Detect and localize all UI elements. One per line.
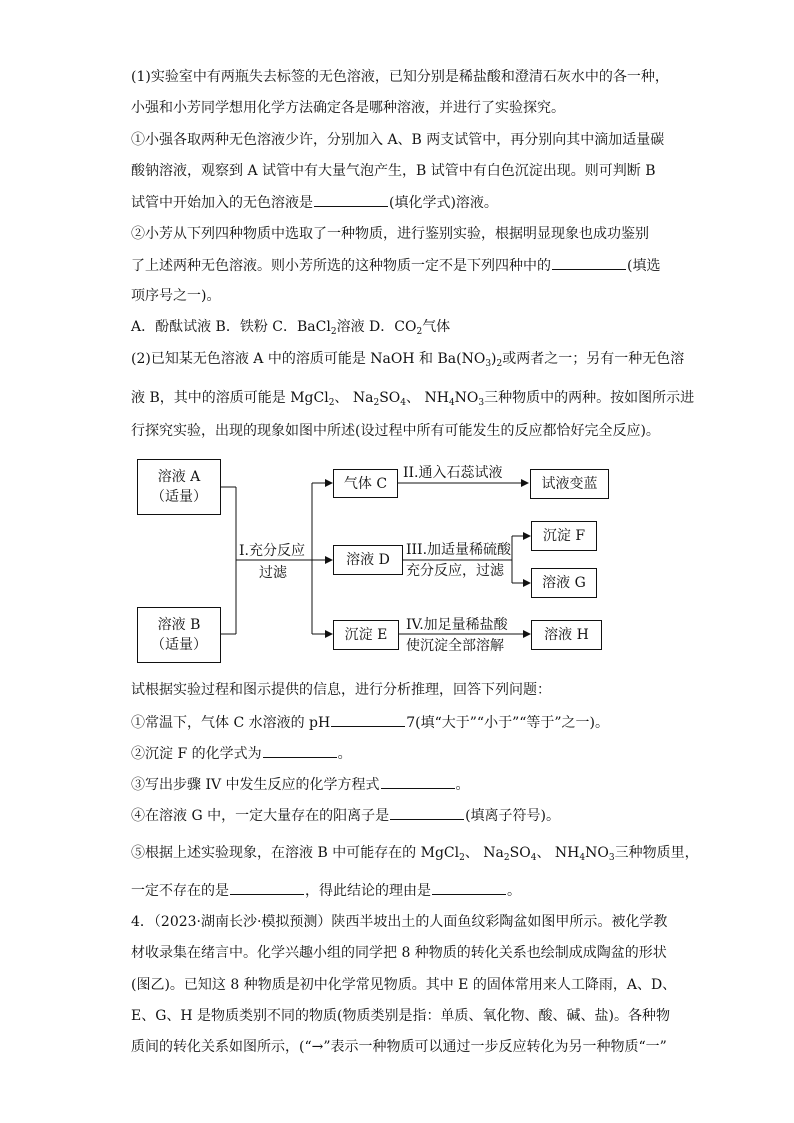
solution-b-box: 溶液 B （适量）	[137, 607, 221, 663]
step3-label-2: 充分反应，过滤	[406, 563, 504, 579]
answer-blank[interactable]	[381, 774, 455, 789]
question-5-line1: ⑤根据上述实验现象，在溶液 B 中可能存在的 MgCl$_2$、 $Na_2SO_4$、 $NH_4NO_3$三种物质里，	[131, 845, 699, 863]
answer-blank[interactable]	[432, 880, 506, 895]
q1-2-line3: 项序号之一)。	[131, 288, 221, 304]
problem4-line3: (图乙)。已知这 8 种物质是初中化学常见物质。其中 E 的固体常用来人工降雨，A、D、	[131, 977, 677, 993]
para2-line1: (2)已知某无色溶液 A 中的溶质可能是 NaOH 和 $Ba(NO_3)_2$或两者之一；另有一种无色溶	[131, 351, 685, 369]
q1-2-options: A．酚酞试液 B．铁粉 C．BaCl$_2$溶液 D．$CO_2$气体	[131, 319, 451, 337]
q1-1-line1: ①小强各取两种无色溶液少许，分别加入 A、B 两支试管中，再分别向其中滴加适量碳	[131, 132, 665, 148]
q1-2-hint: (填选	[627, 258, 661, 274]
step1-label: I.充分反应	[239, 543, 305, 559]
problem4-line2: 材收录集在绪言中。化学兴趣小组的同学把 8 种物质的转化关系也绘制成成陶盆的形状	[131, 945, 667, 961]
para2-line2: 液 B，其中的溶质可能是 MgCl$_2$、 $Na_2SO_4$、 $NH_4NO_3$三种物质中的两种。按如图所示进	[131, 390, 695, 408]
step4-label: IV.加足量稀盐酸	[406, 617, 508, 633]
para2-line3: 行探究实验，出现的现象如图中所述(设过程中所有可能发生的反应都恰好完全反应)。	[131, 423, 660, 439]
problem4-line5: 质间的转化关系如图所示，(“→”表示一种物质可以通过一步反应转化为另一种物质“一”	[131, 1039, 667, 1055]
step3-label: III.加适量稀硫酸	[406, 542, 512, 558]
answer-blank[interactable]	[390, 805, 464, 820]
step4-label-2: 使沉淀全部溶解	[406, 638, 504, 654]
q1-2-line1: ②小芳从下列四种物质中选取了一种物质，进行鉴别实验，根据明显现象也成功鉴别	[131, 226, 649, 242]
precipitate-f-box: 沉淀 F	[531, 521, 597, 551]
q1-1-text: 试管中开始加入的无色溶液是	[131, 195, 313, 211]
problem4-line1: 4．（2023·湖南长沙·模拟预测）陕西半坡出土的人面鱼纹彩陶盆如图甲所示。被化学教	[131, 914, 668, 930]
step2-label: II.通入石蕊试液	[403, 465, 503, 481]
question-3: ③写出步骤 IV 中发生反应的化学方程式 。	[131, 774, 470, 795]
answer-blank[interactable]	[230, 880, 304, 895]
questions-intro: 试根据实验过程和图示提供的信息，进行分析推理，回答下列问题：	[131, 682, 551, 698]
para1-line2: 小强和小芳同学想用化学方法确定各是哪种溶液，并进行了实验探究。	[131, 100, 565, 116]
q1-1-line2: 酸钠溶液，观察到 A 试管中有大量气泡产生，B 试管中有白色沉淀出现。则可判断 B	[131, 163, 656, 179]
solution-g-box: 溶液 G	[531, 568, 597, 598]
solution-d-box: 溶液 D	[333, 545, 403, 575]
question-4: ④在溶液 G 中，一定大量存在的阳离子是 (填离子符号)。	[131, 805, 560, 826]
answer-blank[interactable]	[263, 743, 337, 758]
question-1: ①常温下，气体 C 水溶液的 pH 7(填“大于”“小于”“等于”之一)。	[131, 712, 609, 733]
problem4-line4: E、G、H 是物质类别不同的物质(物质类别是指：单质、氧化物、酸、碱、盐)。各种物	[131, 1008, 670, 1024]
para1-line1: (1)实验室中有两瓶失去标签的无色溶液，已知分别是稀盐酸和澄清石灰水中的各一种，	[131, 69, 669, 85]
question-2: ②沉淀 F 的化学式为 。	[131, 743, 352, 764]
q1-1-hint: (填化学式)溶液。	[389, 195, 498, 211]
result-blue-box: 试液变蓝	[530, 469, 609, 499]
step1-label-2: 过滤	[259, 565, 287, 581]
solution-a-box: 溶液 A （适量）	[137, 459, 221, 515]
answer-blank[interactable]	[331, 712, 405, 727]
question-5-line2: 一定不存在的是 ，得此结论的理由是 。	[131, 880, 521, 901]
solution-h-box: 溶液 H	[531, 620, 602, 650]
precipitate-e-box: 沉淀 E	[333, 620, 399, 650]
gas-c-box: 气体 C	[333, 469, 398, 498]
q1-2-text: 了上述两种无色溶液。则小芳所选的这种物质一定不是下列四种中的	[131, 258, 551, 274]
